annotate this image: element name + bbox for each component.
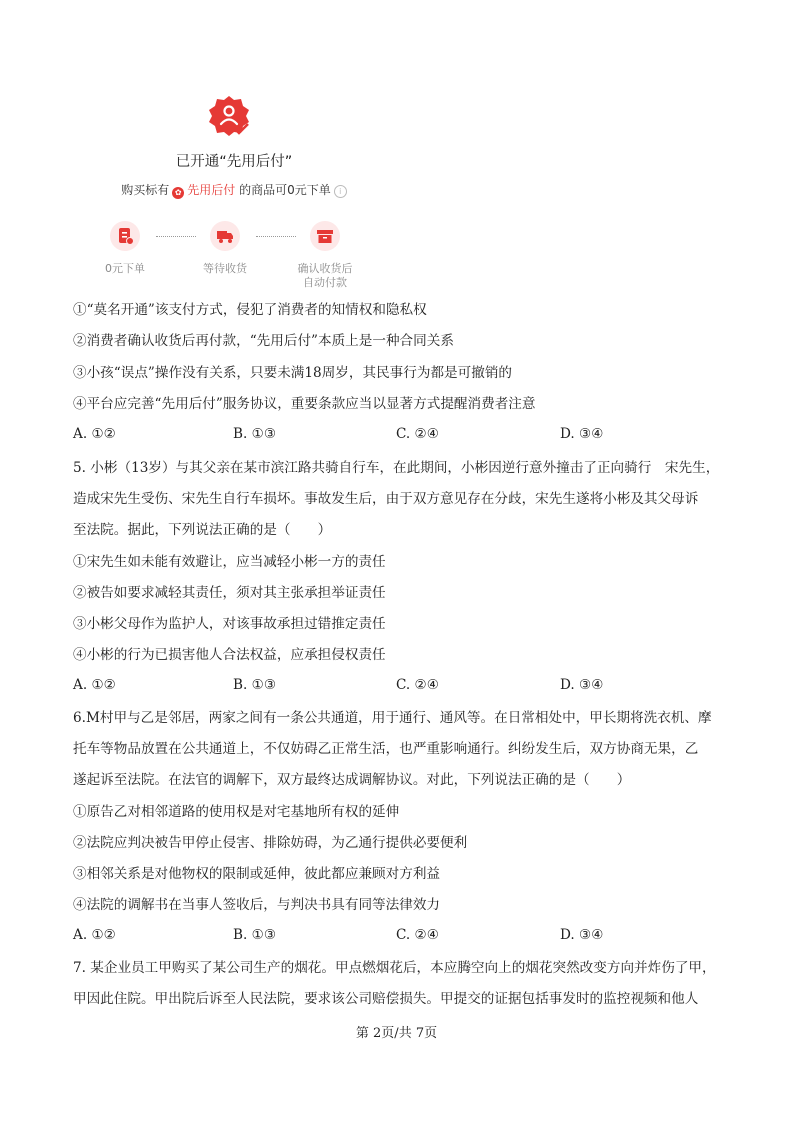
q4-item-4: ④平台应完善“先用后付”服务协议，重要条款应当以显著方式提醒消费者注意 <box>73 396 536 412</box>
q6-item-4: ④法院的调解书在当事人签收后，与判决书具有同等法律效力 <box>73 897 441 913</box>
q6-option-d[interactable]: D. ③④ <box>560 927 604 943</box>
q6-item-2: ②法院应判决被告甲停止侵害、排除妨碍，为乙通行提供必要便利 <box>73 835 468 851</box>
info-icon[interactable]: i <box>334 185 347 198</box>
q5-option-b[interactable]: B. ①③ <box>233 677 277 693</box>
q5-item-1: ①宋先生如未能有效避让，应当减轻小彬一方的责任 <box>73 554 386 570</box>
activation-subtitle <box>88 181 380 199</box>
box-icon <box>310 221 340 251</box>
q6-item-3: ③相邻关系是对他物权的限制或延伸，彼此都应兼顾对方利益 <box>73 866 441 882</box>
q6-stem-line-2: 托车等物品放置在公共通道上，不仅妨碍乙正常生活，也严重影响通行。纠纷发生后，双方协商无果，乙 <box>73 741 699 757</box>
subtitle-suffix: 的商品可0元下单 <box>239 183 331 197</box>
q6-option-a[interactable]: A. ①② <box>73 927 116 943</box>
truck-icon <box>210 221 240 251</box>
subtitle-prefix: 购买标有 <box>121 183 170 197</box>
step-label-confirm <box>285 262 365 290</box>
q6-option-b[interactable]: B. ①③ <box>233 927 277 943</box>
step-connector <box>256 236 296 237</box>
page-number: 第 2页/共 7页 <box>355 1026 438 1041</box>
q4-option-b[interactable]: B. ①③ <box>233 426 277 442</box>
q6-item-1: ①原告乙对相邻道路的使用权是对宅基地所有权的延伸 <box>73 804 400 820</box>
q4-item-1: ①“莫名开通”该支付方式，侵犯了消费者的知情权和隐私权 <box>73 302 427 318</box>
q5-stem-line-2: 造成宋先生受伤、宋先生自行车损坏。事故发生后，由于双方意见存在分歧，宋先生遂将小彬及其父母诉 <box>73 491 699 507</box>
step-label-order: 0元下单 <box>105 262 145 275</box>
q5-option-d[interactable]: D. ③④ <box>560 677 604 693</box>
pay-later-logo-icon <box>204 94 254 138</box>
q4-option-d[interactable]: D. ③④ <box>560 426 604 442</box>
step-label-confirm-line2: 自动付款 <box>303 276 347 289</box>
q6-stem-line-3: 遂起诉至法院。在法官的调解下，双方最终达成调解协议。对此，下列说法正确的是（ ） <box>73 772 631 788</box>
q5-stem-line-1: 5. 小彬（13岁）与其父亲在某市滨江路共骑自行车，在此期间，小彬因逆行意外撞击了正向骑行 宋先生， <box>73 460 720 476</box>
q6-stem-line-1: 6.M村甲与乙是邻居，两家之间有一条公共通道，用于通行、通风等。在日常相处中，甲长期将洗衣机、摩 <box>73 710 712 726</box>
order-icon <box>110 221 140 251</box>
embedded-app-screenshot <box>88 88 380 293</box>
q4-item-3: ③小孩“误点”操作没有关系，只要未满18周岁，其民事行为都是可撤销的 <box>73 365 513 381</box>
q7-stem-line-2: 甲因此住院。甲出院后诉至人民法院，要求该公司赔偿损失。甲提交的证据包括事发时的监控视频和他人 <box>73 991 699 1007</box>
step-label-wait: 等待收货 <box>203 262 247 275</box>
q5-item-4: ④小彬的行为已损害他人合法权益，应承担侵权责任 <box>73 647 386 663</box>
q4-item-2: ②消费者确认收货后再付款，“先用后付”本质上是一种合同关系 <box>73 333 454 349</box>
q5-item-2: ②被告如要求减轻其责任，须对其主张承担举证责任 <box>73 585 386 601</box>
q4-option-a[interactable]: A. ①② <box>73 426 116 442</box>
step-label-confirm-line1: 确认收货后 <box>297 262 353 275</box>
q5-item-3: ③小彬父母作为监护人，对该事故承担过错推定责任 <box>73 616 386 632</box>
pay-later-badge-icon: ✿ <box>172 187 184 199</box>
subtitle-badge-text: 先用后付 <box>187 183 236 197</box>
activation-title: 已开通“先用后付” <box>175 154 293 170</box>
q5-option-a[interactable]: A. ①② <box>73 677 116 693</box>
q4-option-c[interactable]: C. ②④ <box>396 426 439 442</box>
q5-stem-line-3: 至法院。据此，下列说法正确的是（ ） <box>73 522 332 538</box>
q5-option-c[interactable]: C. ②④ <box>396 677 439 693</box>
step-connector <box>156 236 196 237</box>
q7-stem-line-1: 7. 某企业员工甲购买了某公司生产的烟花。甲点燃烟花后，本应腾空向上的烟花突然改变方向并炸伤了甲， <box>73 960 716 976</box>
q6-option-c[interactable]: C. ②④ <box>396 927 439 943</box>
